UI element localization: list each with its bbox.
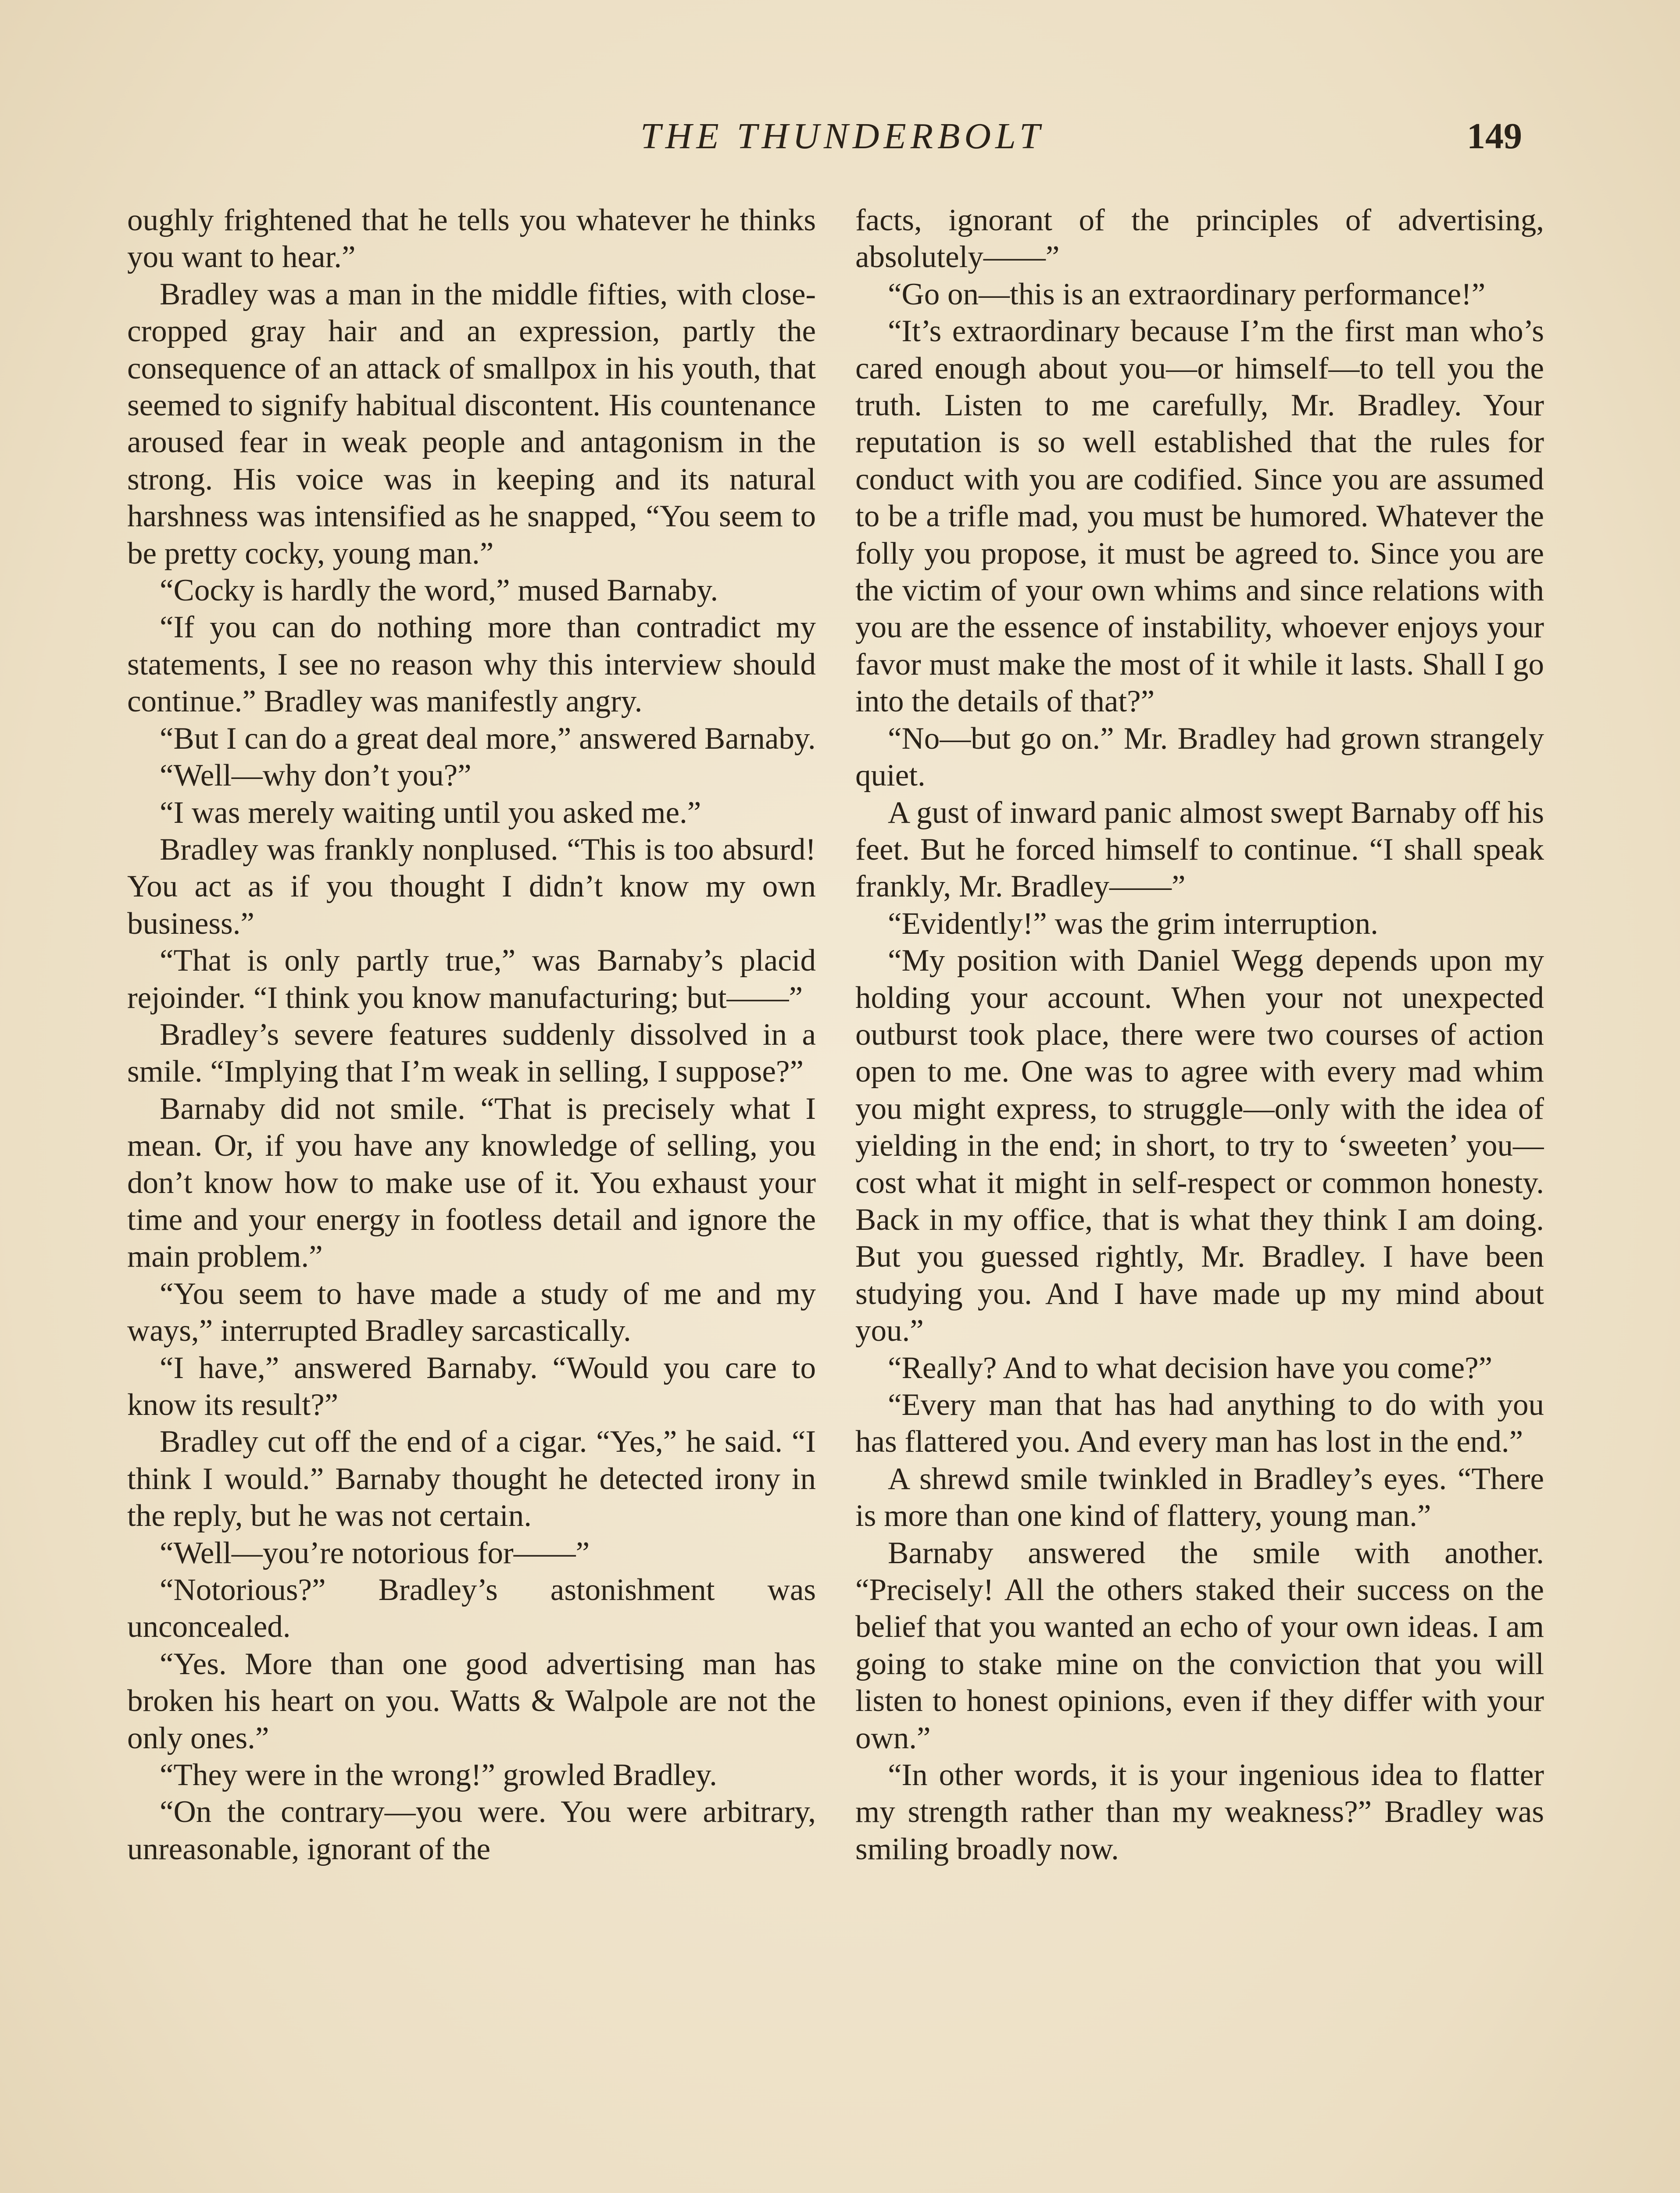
paragraph: “You seem to have made a study of me and my ways,” interrupted Bradley sarcastically.	[127, 1276, 816, 1348]
paragraph: Bradley was a man in the middle fifties, with close-cropped gray hair and an expression, partly the consequence of an attack of smallpox in his youth, that seemed to signify habitual discontent. His countenance aroused fear in weak people and antagonism in the strong. His voice was in keeping and its natural harshness was intensified as he snapped, “You seem to be pretty cocky, young man.”	[127, 277, 816, 571]
running-title: THE THUNDERBOLT	[640, 116, 1044, 157]
paragraph: Barnaby did not smile. “That is precisely what I mean. Or, if you have any knowledge of selling, you don’t know how to make use of it. You exhaust your time and your energy in footless detail and ignore the main problem.”	[127, 1091, 816, 1274]
paragraph: “But I can do a great deal more,” answered Barnaby.	[160, 721, 816, 756]
paragraph: “No—but go on.” Mr. Bradley had grown strangely quiet.	[855, 721, 1544, 793]
paragraph: facts, ignorant of the principles of advertising, absolutely——”	[855, 203, 1544, 275]
page-number: 149	[1467, 116, 1522, 157]
paragraph: “They were in the wrong!” growled Bradley.	[160, 1758, 717, 1793]
paragraph: “Evidently!” was the grim interruption.	[888, 906, 1378, 941]
paragraph: “Notorious?” Bradley’s astonishment was unconcealed.	[127, 1573, 816, 1644]
paragraph: “That is only partly true,” was Barnaby’s placid rejoinder. “I think you know manufacturing; but——”	[127, 943, 816, 1015]
paragraph: “In other words, it is your ingenious idea to flatter my strength rather than my weakness?” Bradley was smiling broadly now.	[855, 1758, 1544, 1866]
right-text-column	[855, 202, 1544, 2193]
paragraph: “Cocky is hardly the word,” mused Barnaby.	[160, 573, 718, 608]
paragraph: “Well—why don’t you?”	[160, 758, 472, 793]
paragraph: “I was merely waiting until you asked me.”	[160, 795, 701, 830]
paragraph: Barnaby answered the smile with another. “Precisely! All the others staked their success on the belief that you wanted an echo of your own ideas. I am going to stake mine on the conviction that you will listen to honest opinions, even if they differ with your own.”	[855, 1536, 1544, 1755]
paragraph: “Go on—this is an extraordinary performance!”	[888, 277, 1486, 311]
paragraph: “Well—you’re notorious for——”	[160, 1536, 590, 1570]
paragraph: “Yes. More than one good advertising man has broken his heart on you. Watts & Walpole are not the only ones.”	[127, 1647, 816, 1755]
paragraph: “Really? And to what decision have you come?”	[888, 1350, 1493, 1385]
paragraph: “If you can do nothing more than contradict my statements, I see no reason why this interview should continue.” Bradley was manifestly angry.	[127, 610, 816, 719]
left-text-column	[127, 202, 816, 2193]
paragraph: “It’s extraordinary because I’m the first man who’s cared enough about you—or himself—to tell you the truth. Listen to me carefully, Mr. Bradley. Your reputation is so well established that the rules for conduct with you are codified. Since you are assumed to be a trifle mad, you must be humored. Whatever the folly you propose, it must be agreed to. Since you are the victim of your own whims and since relations with you are the essence of instability, whoever enjoys your favor must make the most of it while it lasts. Shall I go into the details of that?”	[855, 314, 1544, 719]
paragraph: “Every man that has had anything to do with you has flattered you. And every man has lost in the end.”	[855, 1388, 1544, 1459]
paragraph: A shrewd smile twinkled in Bradley’s eyes. “There is more than one kind of flattery, young man.”	[855, 1461, 1544, 1533]
paragraph: A gust of inward panic almost swept Barnaby off his feet. But he forced himself to continue. “I shall speak frankly, Mr. Bradley——”	[855, 795, 1544, 904]
paragraph: “On the contrary—you were. You were arbitrary, unreasonable, ignorant of the	[127, 1795, 816, 1866]
paragraph: “I have,” answered Barnaby. “Would you care to know its result?”	[127, 1350, 816, 1422]
paragraph: Bradley was frankly nonplused. “This is too absurd! You act as if you thought I didn’t know my own business.”	[127, 832, 816, 941]
paragraph: “My position with Daniel Wegg depends upon my holding your account. When your not unexpected outburst took place, there were two courses of action open to me. One was to agree with every mad whim you might express, to struggle—only with the idea of yielding in the end; in short, to try to ‘sweeten’ you—cost what it might in self-respect or common honesty. Back in my office, that is what they think I am doing. But you guessed rightly, Mr. Bradley. I have been studying you. And I have made up my mind about you.”	[855, 943, 1544, 1348]
paragraph: Bradley’s severe features suddenly dissolved in a smile. “Implying that I’m weak in selling, I suppose?”	[127, 1017, 816, 1089]
paragraph: Bradley cut off the end of a cigar. “Yes,” he said. “I think I would.” Barnaby thought he detected irony in the reply, but he was not certain.	[127, 1425, 816, 1533]
paragraph: oughly frightened that he tells you whatever he thinks you want to hear.”	[127, 203, 816, 275]
